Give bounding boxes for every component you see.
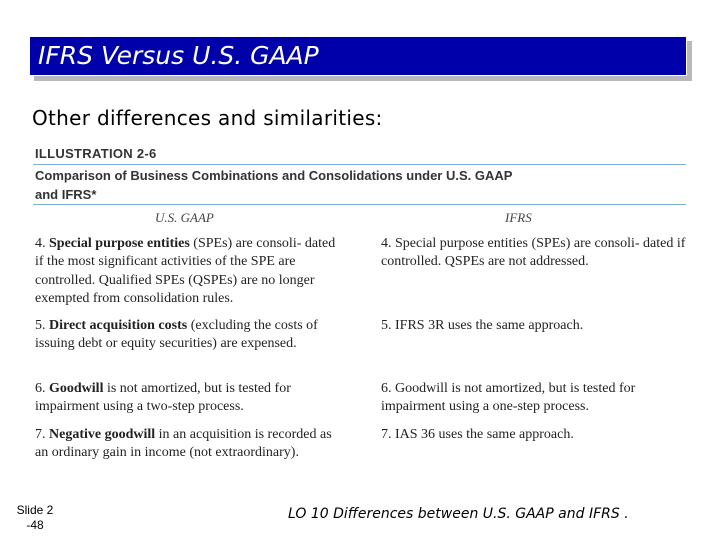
caption-line-1: Comparison of Business Combinations and Consolidations under U.S. GAAP [35,168,513,183]
row-term: Negative goodwill [49,427,156,442]
row-rest: dated if the most significant activities of the SPE are controlled. Qualified SPEs (QSPEs) are no longer exempted from consolidation rules. [35,236,336,307]
slide-number-line-1: Slide 2 [16,503,54,517]
row-line1-rest: (excluding the [190,318,272,333]
caption-top-rule [33,164,686,165]
illustration-label: ILLUSTRATION 2-6 [35,146,157,161]
illustration-caption [35,166,675,204]
row-line1-rest: (SPEs) are consoli- [193,236,302,251]
table-row-4-ifrs: 4. Special purpose entities (SPEs) are consoli- dated if controlled. QSPEs are not addressed. [381,236,686,270]
learning-objective-footer: LO 10 Differences between U.S. GAAP and IFRS . [288,506,629,522]
row-term: Direct acquisition costs [49,318,188,333]
row-term: Goodwill [49,381,104,396]
table-row-6-ifrs: 6. Goodwill is not amortized, but is tested for impairment using a one-step process. [381,381,636,415]
row-number: 6. [35,381,46,396]
row-number: 5. [35,318,46,333]
slide-number-line-2: -48 [26,518,44,532]
table-row-7-us-gaap [35,426,345,463]
slide-subtitle: Other differences and similarities: [32,106,383,130]
column-header-us-gaap: U.S. GAAP [155,210,214,225]
table-row-5-ifrs: 5. IFRS 3R uses the same approach. [381,318,584,333]
table-row-4-us-gaap [35,235,345,309]
row-term: Special purpose entities [49,236,190,251]
row-rest: recorded as an ordinary gain in income (not extraordinary). [35,427,332,461]
column-header-ifrs: IFRS [505,210,532,225]
caption-bottom-rule [33,204,686,205]
title-banner [29,36,687,76]
row-number: 7. [35,427,46,442]
table-row-7-ifrs: 7. IAS 36 uses the same approach. [381,427,574,442]
row-line1-rest: is not amortized, but is tested for [106,381,291,396]
table-row-5-us-gaap [35,317,345,354]
row-rest: costs of issuing debt or equity securities) are expensed. [35,318,318,352]
caption-line-2: and IFRS* [35,187,97,202]
table-row-6-us-gaap [35,380,345,417]
slide-number [15,503,55,533]
row-number: 4. [35,236,46,251]
row-rest: impairment using a two-step process. [35,399,244,415]
slide-title: IFRS Versus U.S. GAAP [38,41,319,70]
row-line1-rest: in an acquisition is [158,427,265,442]
